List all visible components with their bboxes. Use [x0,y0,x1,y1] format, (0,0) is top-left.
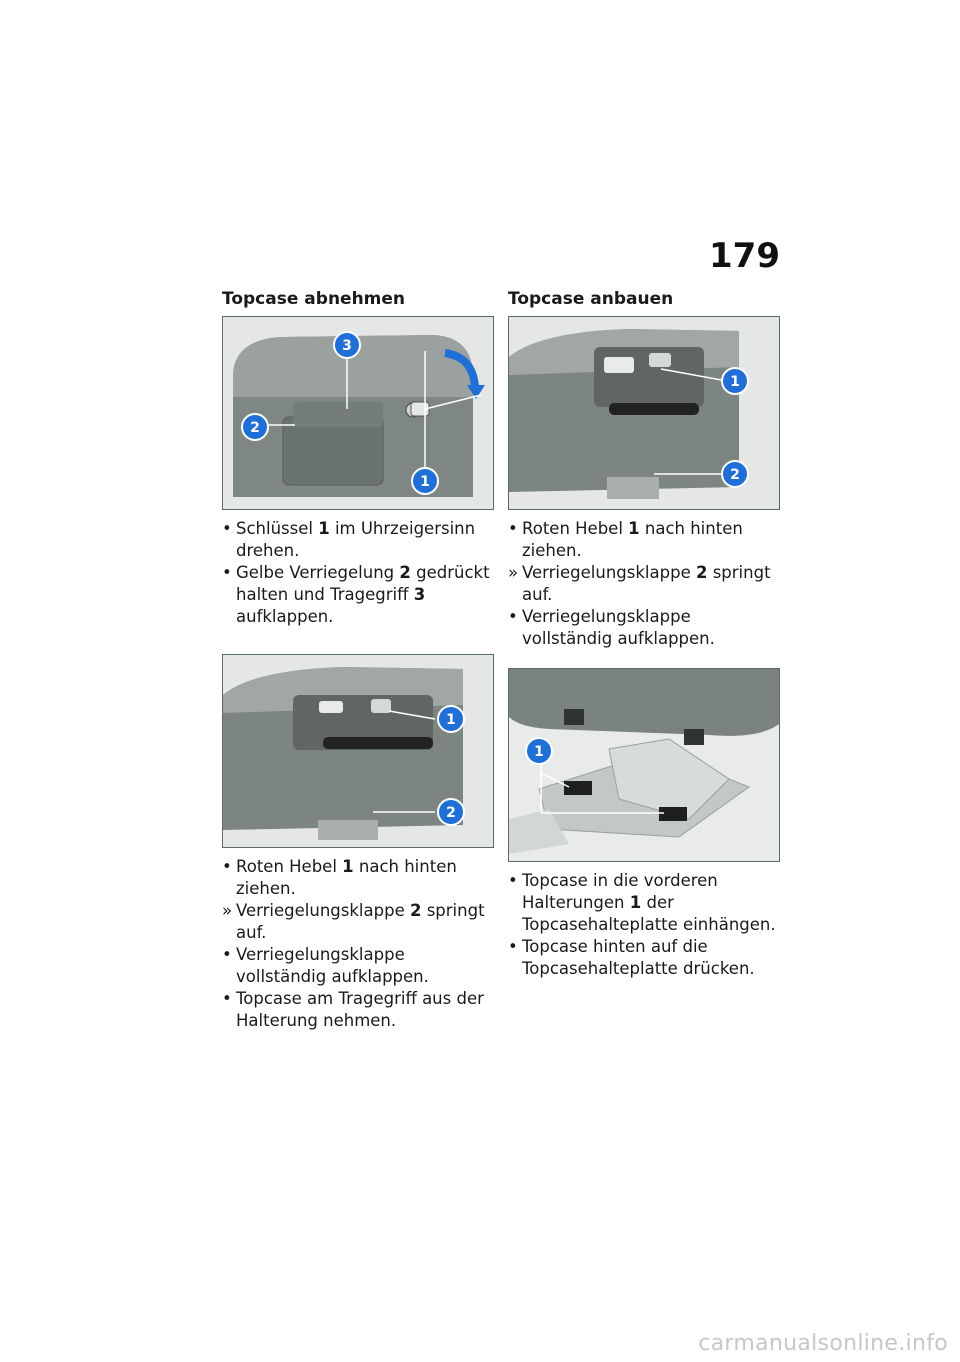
callout-2: 2 [446,805,456,821]
callout-badge [438,706,464,732]
footer-watermark-url: carmanualsonline.info [698,1331,948,1356]
callout-1: 1 [534,744,544,760]
callout-badge [242,414,268,440]
figure-remove-key [222,316,494,510]
callout-3: 3 [342,338,352,354]
step-item: » Verriegelungsklappe 2 springt auf. [222,901,485,942]
callout-badge [722,461,748,487]
step-list [508,870,780,980]
step-item: • Verriegelungsklappe vollständig aufklappen. [222,945,429,986]
callout-1: 1 [420,474,430,490]
page-number: 179 [709,236,780,276]
step-item: » Verriegelungsklappe 2 springt auf. [508,563,771,604]
callout-badge [412,468,438,494]
step-item: • Verriegelungsklappe vollständig aufklappen. [508,607,715,648]
figure-install-mount [508,668,780,862]
left-column [222,290,494,1032]
step-item: • Topcase hinten auf die Topcasehalteplatte drücken. [508,937,755,978]
section-heading-install: Topcase anbauen [508,289,674,309]
step-item: • Schlüssel 1 im Uhrzeigersinn drehen. [222,519,476,560]
step-item: • Roten Hebel 1 nach hinten ziehen. [508,519,743,560]
step-item: • Gelbe Verriegelung 2 gedrückt halten und Tragegriff 3 aufklappen. [222,563,490,626]
callout-2: 2 [730,467,740,483]
step-item: • Roten Hebel 1 nach hinten ziehen. [222,857,457,898]
callout-badge [722,368,748,394]
step-item: • Topcase in die vorderen Halterungen 1 der Topcasehalteplatte einhängen. [508,871,776,934]
callout-2: 2 [250,420,260,436]
callout-badge [438,799,464,825]
step-list [222,856,494,1032]
figure-remove-lever [222,654,494,848]
step-item: • Topcase am Tragegriff aus der Halterung nehmen. [222,989,484,1030]
section-heading-remove: Topcase abnehmen [222,289,406,309]
step-list [222,518,494,628]
figure-install-lever [508,316,780,510]
callout-1: 1 [446,712,456,728]
callout-1: 1 [730,374,740,390]
callout-badge [334,332,360,358]
step-list [508,518,780,650]
callout-badge [526,738,552,764]
right-column [508,290,780,980]
